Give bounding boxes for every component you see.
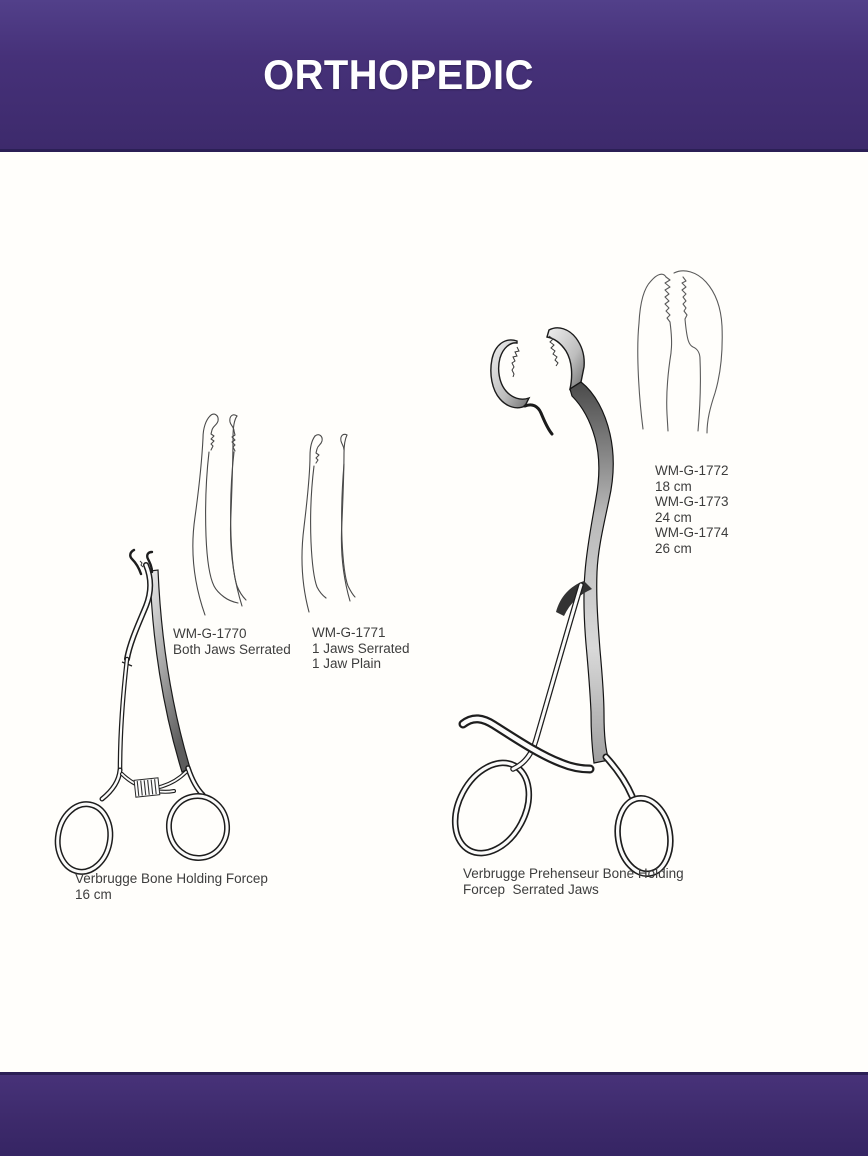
catalog-size: 26 cm	[655, 540, 692, 556]
catalog-number: WM-G-1770	[173, 626, 247, 641]
label-wm-g-1770	[173, 626, 291, 657]
forcep-finger-rings	[440, 750, 675, 877]
forcep-finger-rings	[52, 792, 231, 876]
catalog-size: 18 cm	[655, 478, 692, 494]
catalog-number: WM-G-1774	[655, 525, 729, 540]
jaw-detail-illustrations	[180, 408, 365, 620]
catalog-size: 24 cm	[655, 509, 692, 525]
forcep-left-jaw	[491, 340, 552, 434]
catalog-number: WM-G-1771	[312, 625, 386, 640]
product-name: Verbrugge Bone Holding Forcep	[75, 871, 268, 886]
catalog-number: WM-G-1772	[655, 463, 729, 478]
forcep-shaft	[570, 382, 613, 763]
footer-band	[0, 1072, 868, 1156]
jaw-detail-1770-illustration	[193, 414, 246, 615]
product-name: Verbrugge Prehenseur Bone Holding	[463, 866, 684, 881]
caption-verbrugge-prehenseur-forcep	[463, 866, 684, 897]
page-title: ORTHOPEDIC	[263, 50, 535, 98]
header-band	[0, 0, 868, 152]
catalog-spec: 1 Jaws Serrated	[312, 640, 410, 656]
product-size: 16 cm	[75, 886, 112, 902]
product-name: Forcep Serrated Jaws	[463, 881, 599, 897]
forcep-ratchet	[134, 778, 160, 797]
label-wm-g-1772-1774	[655, 463, 729, 556]
serrated-jaw-front-view-illustration	[638, 271, 722, 433]
jaw-detail-1771-illustration	[302, 434, 355, 612]
label-wm-g-1771	[312, 625, 410, 672]
catalog-spec: 1 Jaw Plain	[312, 656, 382, 671]
catalog-spec: Both Jaws Serrated	[173, 641, 291, 657]
caption-verbrugge-forcep	[75, 871, 268, 902]
catalog-number: WM-G-1773	[655, 494, 729, 509]
verbrugge-prehenseur-forcep-illustration	[443, 263, 743, 883]
